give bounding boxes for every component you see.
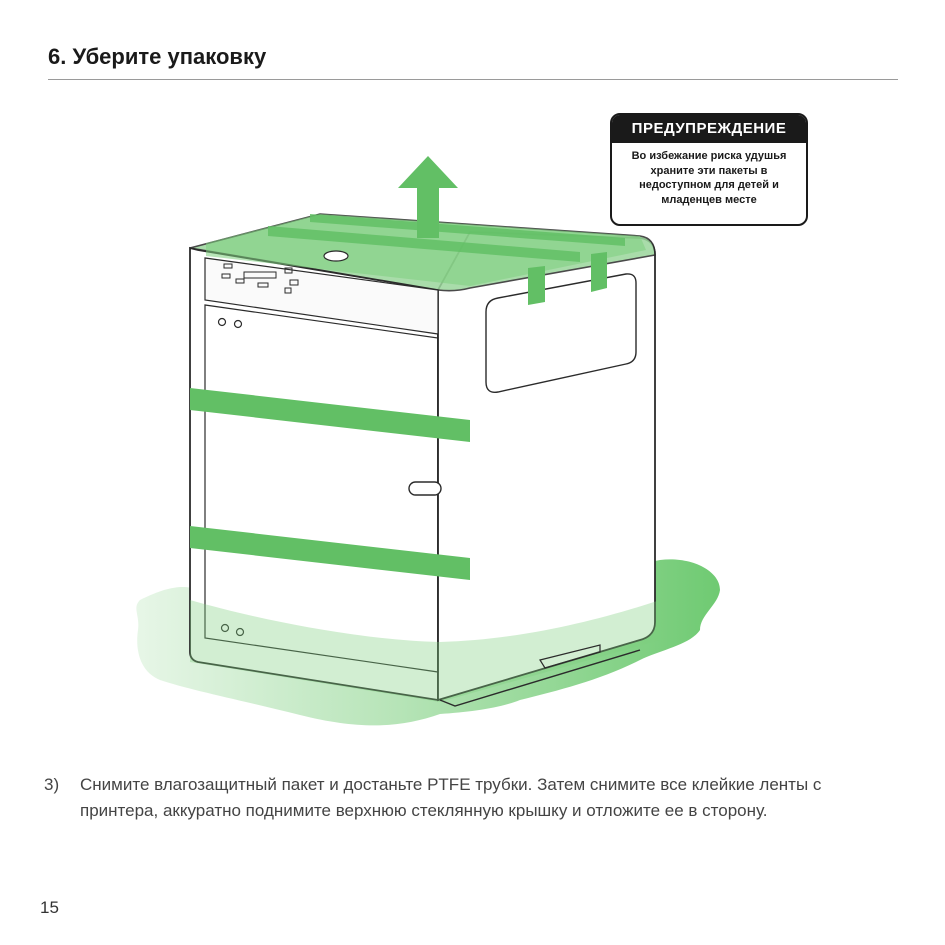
warning-heading: ПРЕДУПРЕЖДЕНИЕ xyxy=(612,115,806,143)
side-tape-1 xyxy=(528,266,545,305)
warning-box xyxy=(610,113,808,226)
side-tape-2 xyxy=(591,252,607,292)
page-number: 15 xyxy=(40,898,59,917)
step-text: Снимите влагозащитный пакет и достаньте PTFE трубки. Затем снимите все клейкие ленты с принтера, аккуратно поднимите верхнюю стеклянную крышку и отложите ее в сторону. xyxy=(80,775,822,820)
title-divider xyxy=(48,79,898,80)
step-number: 3) xyxy=(44,775,60,794)
warning-text: Во избежание риска удушья храните эти пакеты в недоступном для детей и младенцев месте xyxy=(631,150,787,206)
section-title: 6. Уберите упаковку xyxy=(48,44,267,69)
